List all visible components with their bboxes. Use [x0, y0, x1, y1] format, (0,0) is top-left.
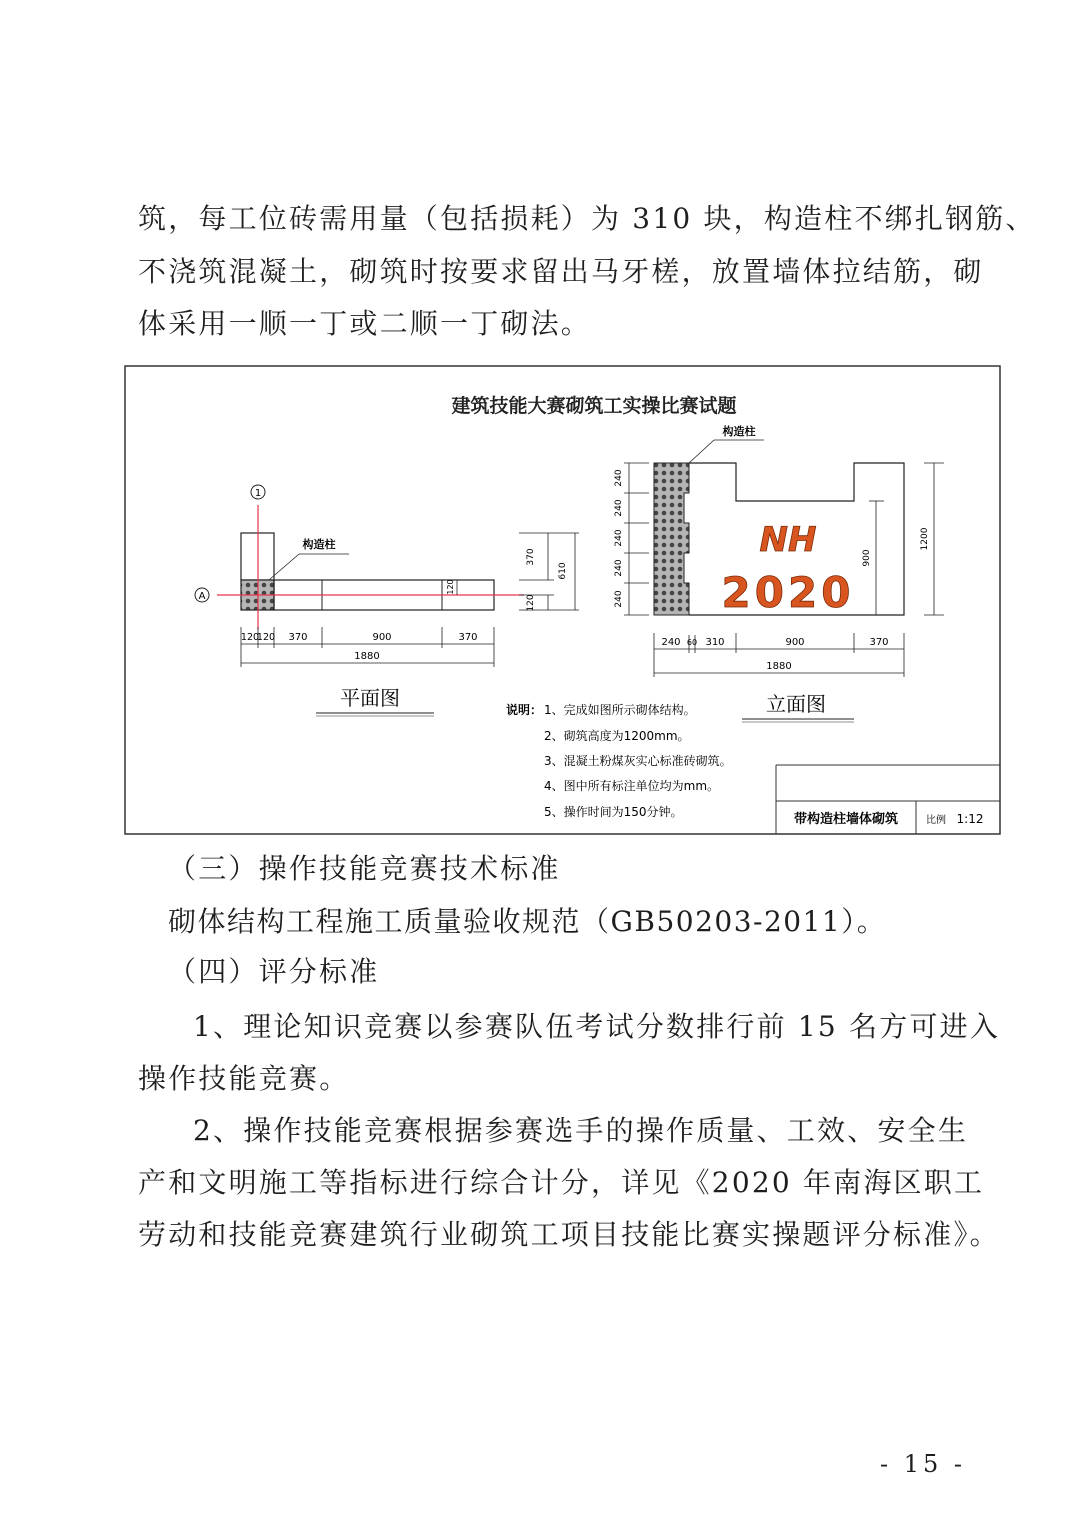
note-item: 5、操作时间为150分钟。	[544, 805, 683, 819]
body-paragraph-line-3: 体采用一顺一丁或二顺一丁砌法。	[138, 307, 592, 340]
plan-view-label: 平面图	[340, 686, 400, 710]
elevation-column-label: 构造柱	[722, 425, 756, 438]
scoring-item-1-line-2: 操作技能竞赛。	[138, 1062, 350, 1095]
section-heading-3: （三）操作技能竞赛技术标准	[168, 852, 561, 885]
elev-dim-total: 1880	[766, 661, 792, 672]
logo-nh: NH	[759, 520, 817, 560]
drawing-title: 建筑技能大赛砌筑工实操比赛试题	[451, 395, 737, 417]
axis-1-label: 1	[254, 488, 262, 499]
note-item: 3、混凝土粉煤灰实心标准砖砌筑。	[544, 754, 732, 768]
logo-2020: 2020	[721, 568, 855, 617]
plan-dim: 370	[288, 632, 308, 643]
plan-dim: 120	[446, 579, 455, 595]
body-paragraph-line-2: 不浇筑混凝土，砌筑时按要求留出马牙槎，放置墙体拉结筋，砌	[138, 255, 984, 288]
plan-dim: 120	[526, 594, 536, 612]
scale-value: 1:12	[956, 812, 984, 826]
plan-dim: 610	[558, 562, 568, 580]
plan-column-label: 构造柱	[302, 538, 336, 551]
elev-dim: 310	[705, 637, 725, 648]
elev-dim: 240	[614, 559, 624, 577]
elev-dim: 1200	[920, 527, 930, 551]
note-item: 4、图中所有标注单位均为mm。	[544, 779, 720, 793]
plan-dim-total: 1880	[354, 651, 380, 662]
title-block-name: 带构造柱墙体砌筑	[793, 812, 899, 827]
plan-dim: 120	[256, 632, 276, 643]
scoring-item-2-line-3: 劳动和技能竞赛建筑行业砌筑工项目技能比赛实操题评分标准》。	[138, 1218, 1000, 1251]
elev-dim: 240	[614, 529, 624, 547]
section-heading-4: （四）评分标准	[168, 955, 380, 988]
elev-dim: 60	[686, 638, 698, 647]
plan-dim: 370	[526, 548, 536, 566]
structural-column-hatch	[654, 463, 689, 615]
elev-dim: 240	[661, 637, 681, 648]
notes-prefix: 说明：	[506, 703, 543, 717]
elev-dim: 240	[614, 499, 624, 517]
scoring-item-2-line-1: 2、操作技能竞赛根据参赛选手的操作质量、工效、安全生	[193, 1114, 969, 1147]
page-number: - 15 -	[880, 1450, 967, 1478]
scoring-item-1-line-1: 1、理论知识竞赛以参赛队伍考试分数排行前 15 名方可进入	[193, 1010, 1001, 1043]
construction-drawing	[124, 365, 1001, 835]
plan-dim: 120	[240, 632, 260, 643]
elevation-view-label: 立面图	[766, 692, 826, 716]
elev-dim: 900	[785, 637, 805, 648]
elev-dim: 240	[614, 469, 624, 487]
section-text-standard: 砌体结构工程施工质量验收规范（GB50203-2011）。	[168, 905, 887, 938]
elev-dim: 240	[614, 590, 624, 608]
plan-dim: 900	[372, 632, 392, 643]
elev-dim: 370	[869, 637, 889, 648]
axis-a-label: A	[198, 591, 206, 602]
elev-dim: 900	[862, 549, 872, 567]
note-item: 2、砌筑高度为1200mm。	[544, 729, 690, 743]
body-paragraph-line-1: 筑，每工位砖需用量（包括损耗）为 310 块，构造柱不绑扎钢筋、	[138, 202, 1036, 235]
scoring-item-2-line-2: 产和文明施工等指标进行综合计分，详见《2020 年南海区职工	[138, 1166, 985, 1199]
note-item: 1、完成如图所示砌体结构。	[544, 703, 696, 717]
plan-dim: 370	[458, 632, 478, 643]
scale-label: 比例	[926, 815, 946, 826]
